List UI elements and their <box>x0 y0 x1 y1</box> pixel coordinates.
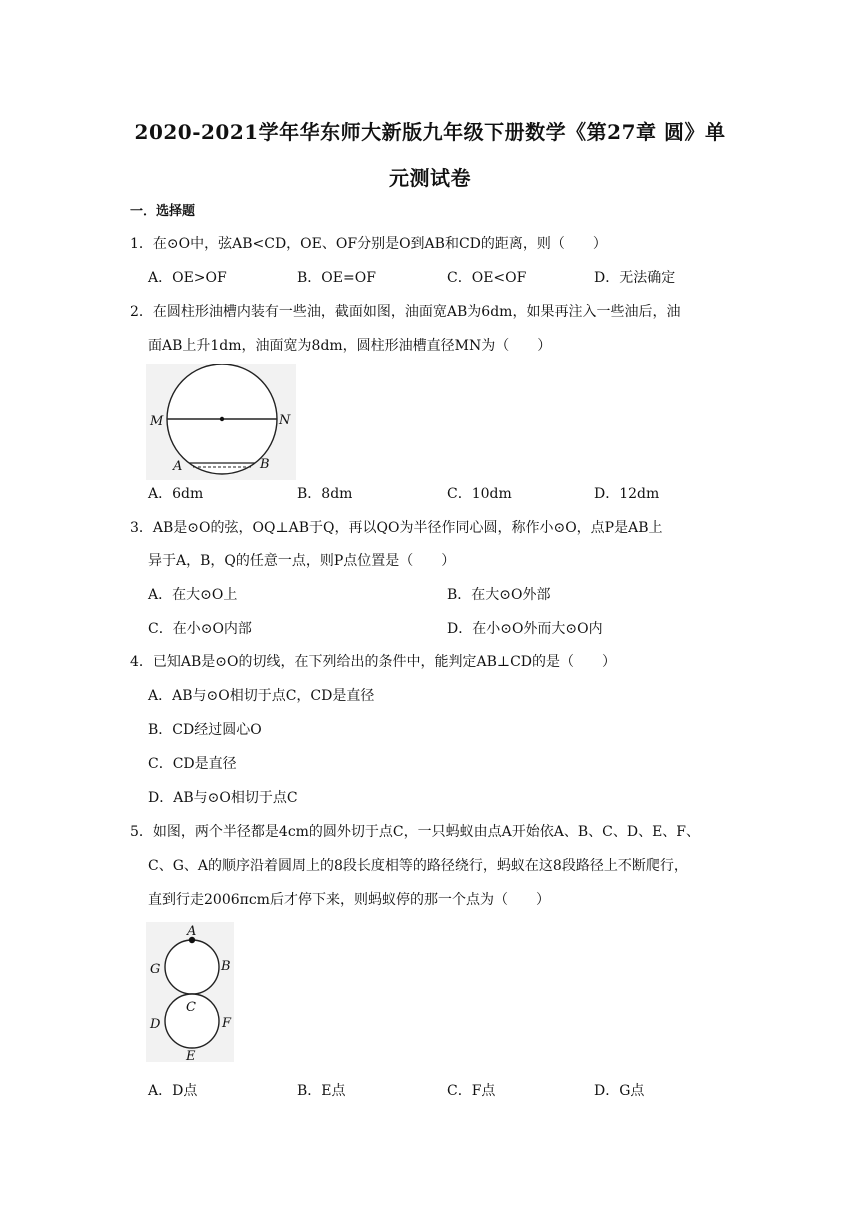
question-1-option-a[interactable]: A．OE>OF <box>148 270 227 286</box>
upper-circle <box>165 940 219 994</box>
question-1-option-b[interactable]: B．OE=OF <box>297 270 376 286</box>
label-a: A <box>187 924 197 939</box>
question-2-stem-line1: 2．在圆柱形油槽内装有一些油，截面如图，油面宽AB为6dm，如果再注入一些油后，油 <box>130 304 681 320</box>
label-b: B <box>260 457 270 472</box>
label-f: F <box>222 1016 232 1031</box>
question-3-option-b[interactable]: B．在大⊙O外部 <box>447 587 551 603</box>
question-5-option-b[interactable]: B．E点 <box>297 1083 346 1099</box>
label-b: B <box>221 959 231 974</box>
question-3-option-d[interactable]: D．在小⊙O外而大⊙O内 <box>447 621 603 637</box>
question-2-stem-line2: 面AB上升1dm，油面宽为8dm，圆柱形油槽直径MN为（ ） <box>148 338 552 354</box>
label-e: E <box>186 1049 196 1062</box>
label-n: N <box>279 413 291 428</box>
question-3-option-c[interactable]: C．在小⊙O内部 <box>148 621 252 637</box>
question-2-option-d[interactable]: D．12dm <box>594 486 660 502</box>
exam-title-line2: 元测试卷 <box>389 166 471 190</box>
section-heading: 一．选择题 <box>130 204 196 219</box>
question-5-stem-line3: 直到行走2006πcm后才停下来，则蚂蚁停的那一个点为（ ） <box>148 892 550 908</box>
question-5-option-d[interactable]: D．G点 <box>594 1083 645 1099</box>
question-3-option-a[interactable]: A．在大⊙O上 <box>148 587 238 603</box>
question-1-option-d[interactable]: D．无法确定 <box>594 270 676 286</box>
two-circles-figure <box>146 922 234 1062</box>
label-g: G <box>150 962 161 977</box>
question-2-option-c[interactable]: C．10dm <box>447 486 512 502</box>
question-4-stem: 4．已知AB是⊙O的切线，在下列给出的条件中，能判定AB⊥CD的是（ ） <box>130 654 617 670</box>
question-4-option-d[interactable]: D．AB与⊙O相切于点C <box>148 790 298 806</box>
question-4-option-a[interactable]: A．AB与⊙O相切于点C，CD是直径 <box>148 688 375 704</box>
question-3-stem-line2: 异于A，B，Q的任意一点，则P点位置是（ ） <box>148 553 456 569</box>
question-4-option-c[interactable]: C．CD是直径 <box>148 756 237 772</box>
question-2-option-a[interactable]: A．6dm <box>148 486 204 502</box>
question-5-option-a[interactable]: A．D点 <box>148 1083 198 1099</box>
question-1-option-c[interactable]: C．OE<OF <box>447 270 527 286</box>
center-point <box>220 417 224 421</box>
question-3-stem-line1: 3．AB是⊙O的弦，OQ⊥AB于Q，再以QO为半径作同心圆，称作小⊙O，点P是AB上 <box>130 520 663 536</box>
oil-tank-figure <box>146 364 296 480</box>
label-c: C <box>186 1000 196 1015</box>
question-2-option-b[interactable]: B．8dm <box>297 486 353 502</box>
question-5-stem-line2: C、G、A的顺序沿着圆周上的8段长度相等的路径绕行，蚂蚁在这8段路径上不断爬行， <box>148 858 688 874</box>
question-1-stem: 1．在⊙O中，弦AB<CD，OE、OF分别是O到AB和CD的距离，则（ ） <box>130 236 607 252</box>
label-a: A <box>173 459 183 474</box>
label-m: M <box>150 414 164 429</box>
label-d: D <box>150 1017 161 1032</box>
question-5-stem-line1: 5．如图，两个半径都是4cm的圆外切于点C，一只蚂蚁由点A开始依A、B、C、D、E、F、 <box>130 824 701 840</box>
exam-title-line1: 2020-2021学年华东师大新版九年级下册数学《第27章 圆》单 <box>134 120 726 144</box>
question-5-option-c[interactable]: C．F点 <box>447 1083 496 1099</box>
question-4-option-b[interactable]: B．CD经过圆心O <box>148 722 262 738</box>
